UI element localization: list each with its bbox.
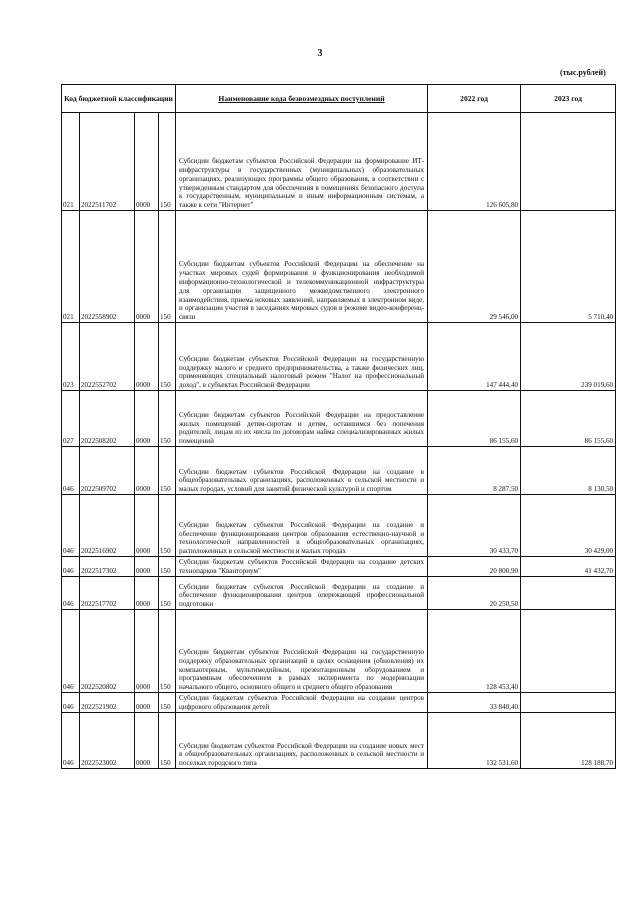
admin-code-cell: 023 <box>62 323 80 391</box>
header-year-2022: 2022 год <box>428 85 521 113</box>
amount-2023-cell <box>521 693 616 713</box>
admin-code-cell: 021 <box>62 211 80 323</box>
budget-code-cell: 2022523002 <box>80 713 135 769</box>
admin-code-cell: 046 <box>62 495 80 557</box>
description-cell: Субсидии бюджетам субъектов Российской Федерации на предоставление жилых помещений детям-сиротам и детям, оставшимся без попечения родителей, лицам из их числа по договорам найма специализированных жилых помещений <box>176 391 428 447</box>
amount-2023-cell: 30 429,00 <box>521 495 616 557</box>
budget-code-cell: 2022558902 <box>80 211 135 323</box>
amount-2023-cell <box>521 610 616 693</box>
budget-code-cell: 2022516902 <box>80 495 135 557</box>
admin-code-cell: 046 <box>62 713 80 769</box>
header-year-2023: 2023 год <box>521 85 616 113</box>
description-cell: Субсидии бюджетам субъектов Российской Федерации на государственную поддержку образовательных организаций в целях оснащения (обновления) их компьютерным, мультимедийным, презентационным оборудованием и программным обеспечением в рамках эксперимента по модернизации начального общего, основного общего и среднего общего образования <box>176 610 428 693</box>
subcode-cell: 0000 <box>135 713 159 769</box>
amount-2023-cell <box>521 577 616 610</box>
subcode-cell: 0000 <box>135 610 159 693</box>
description-cell: Субсидии бюджетам субъектов Российской Федерации на создание новых мест в общеобразовательных организациях, расположенных в сельской местности и поселках городского типа <box>176 713 428 769</box>
amount-2022-cell: 128 453,40 <box>428 610 521 693</box>
amount-2022-cell: 8 287,50 <box>428 447 521 495</box>
amount-2023-cell <box>521 113 616 211</box>
table-row <box>62 391 616 447</box>
subcode-cell: 0000 <box>135 495 159 557</box>
description-cell: Субсидии бюджетам субъектов Российской Федерации на формирование ИТ-инфраструктуры в государственных (муниципальных) образовательных организациях, реализующих программы общего образования, в соответствии с утвержденным стандартом для обеспечения в помещениях безопасного доступа к государственным, муниципальным и иным информационным системам, а также к сети "Интернет" <box>176 113 428 211</box>
amount-2023-cell: 86 155,60 <box>521 391 616 447</box>
kind-code-cell: 150 <box>159 323 176 391</box>
admin-code-cell: 021 <box>62 113 80 211</box>
table-row <box>62 693 616 713</box>
subcode-cell: 0000 <box>135 211 159 323</box>
subcode-cell: 0000 <box>135 447 159 495</box>
admin-code-cell: 046 <box>62 557 80 577</box>
kind-code-cell: 150 <box>159 577 176 610</box>
admin-code-cell: 046 <box>62 610 80 693</box>
description-cell: Субсидии бюджетам субъектов Российской Федерации на государственную поддержку малого и среднего предпринимательства, а также физических лиц, применяющих специальный налоговый режим "Налог на профессиональный доход", в субъектах Российской Федерации <box>176 323 428 391</box>
table-row <box>62 113 616 211</box>
description-cell: Субсидии бюджетам субъектов Российской Федерации на создание и обеспечение функционирования центров образования естественно-научной и технологической направленностей в общеобразовательных организациях, расположенных в сельской местности и малых городах <box>176 495 428 557</box>
table-row <box>62 577 616 610</box>
budget-code-cell: 2022509702 <box>80 447 135 495</box>
page-number: 3 <box>317 48 323 59</box>
description-cell: Субсидии бюджетам субъектов Российской Федерации на создание детских технопарков "Кванториум" <box>176 557 428 577</box>
amount-2022-cell: 147 444,40 <box>428 323 521 391</box>
header-name: Наименование кода безвозмездных поступлений <box>176 85 428 113</box>
header-budget-code: Код бюджетной классификации <box>62 85 176 113</box>
subcode-cell: 0000 <box>135 557 159 577</box>
kind-code-cell: 150 <box>159 557 176 577</box>
admin-code-cell: 046 <box>62 577 80 610</box>
budget-code-cell: 2022517302 <box>80 557 135 577</box>
budget-table <box>61 84 616 769</box>
budget-code-cell: 2022511702 <box>80 113 135 211</box>
budget-code-cell: 2022521902 <box>80 693 135 713</box>
kind-code-cell: 150 <box>159 211 176 323</box>
amount-2023-cell: 8 130,50 <box>521 447 616 495</box>
kind-code-cell: 150 <box>159 447 176 495</box>
units-label: (тыс.рублей) <box>560 68 606 77</box>
amount-2022-cell: 132 531,60 <box>428 713 521 769</box>
description-cell: Субсидии бюджетам субъектов Российской Федерации на создание в общеобразовательных организациях, расположенных в сельской местности и малых городах, условий для занятий физической культурой и спортом <box>176 447 428 495</box>
table-row <box>62 447 616 495</box>
amount-2022-cell: 86 155,60 <box>428 391 521 447</box>
table-row <box>62 323 616 391</box>
admin-code-cell: 027 <box>62 391 80 447</box>
kind-code-cell: 150 <box>159 713 176 769</box>
table-row <box>62 211 616 323</box>
subcode-cell: 0000 <box>135 693 159 713</box>
kind-code-cell: 150 <box>159 693 176 713</box>
subcode-cell: 0000 <box>135 113 159 211</box>
budget-code-cell: 2022508202 <box>80 391 135 447</box>
table-row <box>62 495 616 557</box>
budget-code-cell: 2022552702 <box>80 323 135 391</box>
table-body <box>62 113 616 769</box>
admin-code-cell: 046 <box>62 447 80 495</box>
kind-code-cell: 150 <box>159 113 176 211</box>
description-cell: Субсидии бюджетам субъектов Российской Федерации на создание и обеспечение функционирования центров опережающей профессиональной подготовки <box>176 577 428 610</box>
amount-2022-cell: 33 840,40 <box>428 693 521 713</box>
subcode-cell: 0000 <box>135 391 159 447</box>
kind-code-cell: 150 <box>159 610 176 693</box>
kind-code-cell: 150 <box>159 495 176 557</box>
amount-2022-cell: 126 605,80 <box>428 113 521 211</box>
description-cell: Субсидии бюджетам субъектов Российской Федерации на обеспечение на участках мировых судей формирования и функционирования необходимой информационно-технологической и телекоммуникационной инфраструктуры для организации защищенного межведомственного электронного взаимодействия, приема исковых заявлений, направляемых в электронном виде, и организации участия в заседаниях мировых судов в режиме видео-конференц-связи <box>176 211 428 323</box>
amount-2023-cell: 128 188,70 <box>521 713 616 769</box>
table-header-row <box>62 85 616 113</box>
table-row <box>62 610 616 693</box>
subcode-cell: 0000 <box>135 577 159 610</box>
subcode-cell: 0000 <box>135 323 159 391</box>
kind-code-cell: 150 <box>159 391 176 447</box>
amount-2022-cell: 20 800,90 <box>428 557 521 577</box>
amount-2023-cell: 41 432,70 <box>521 557 616 577</box>
description-cell: Субсидии бюджетам субъектов Российской Федерации на создание центров цифрового образования детей <box>176 693 428 713</box>
amount-2022-cell: 30 433,70 <box>428 495 521 557</box>
amount-2022-cell: 20 250,50 <box>428 577 521 610</box>
budget-code-cell: 2022517702 <box>80 577 135 610</box>
amount-2023-cell: 5 710,40 <box>521 211 616 323</box>
table-row <box>62 557 616 577</box>
budget-code-cell: 2022520802 <box>80 610 135 693</box>
amount-2022-cell: 29 546,00 <box>428 211 521 323</box>
admin-code-cell: 046 <box>62 693 80 713</box>
table-row <box>62 713 616 769</box>
amount-2023-cell: 239 019,60 <box>521 323 616 391</box>
